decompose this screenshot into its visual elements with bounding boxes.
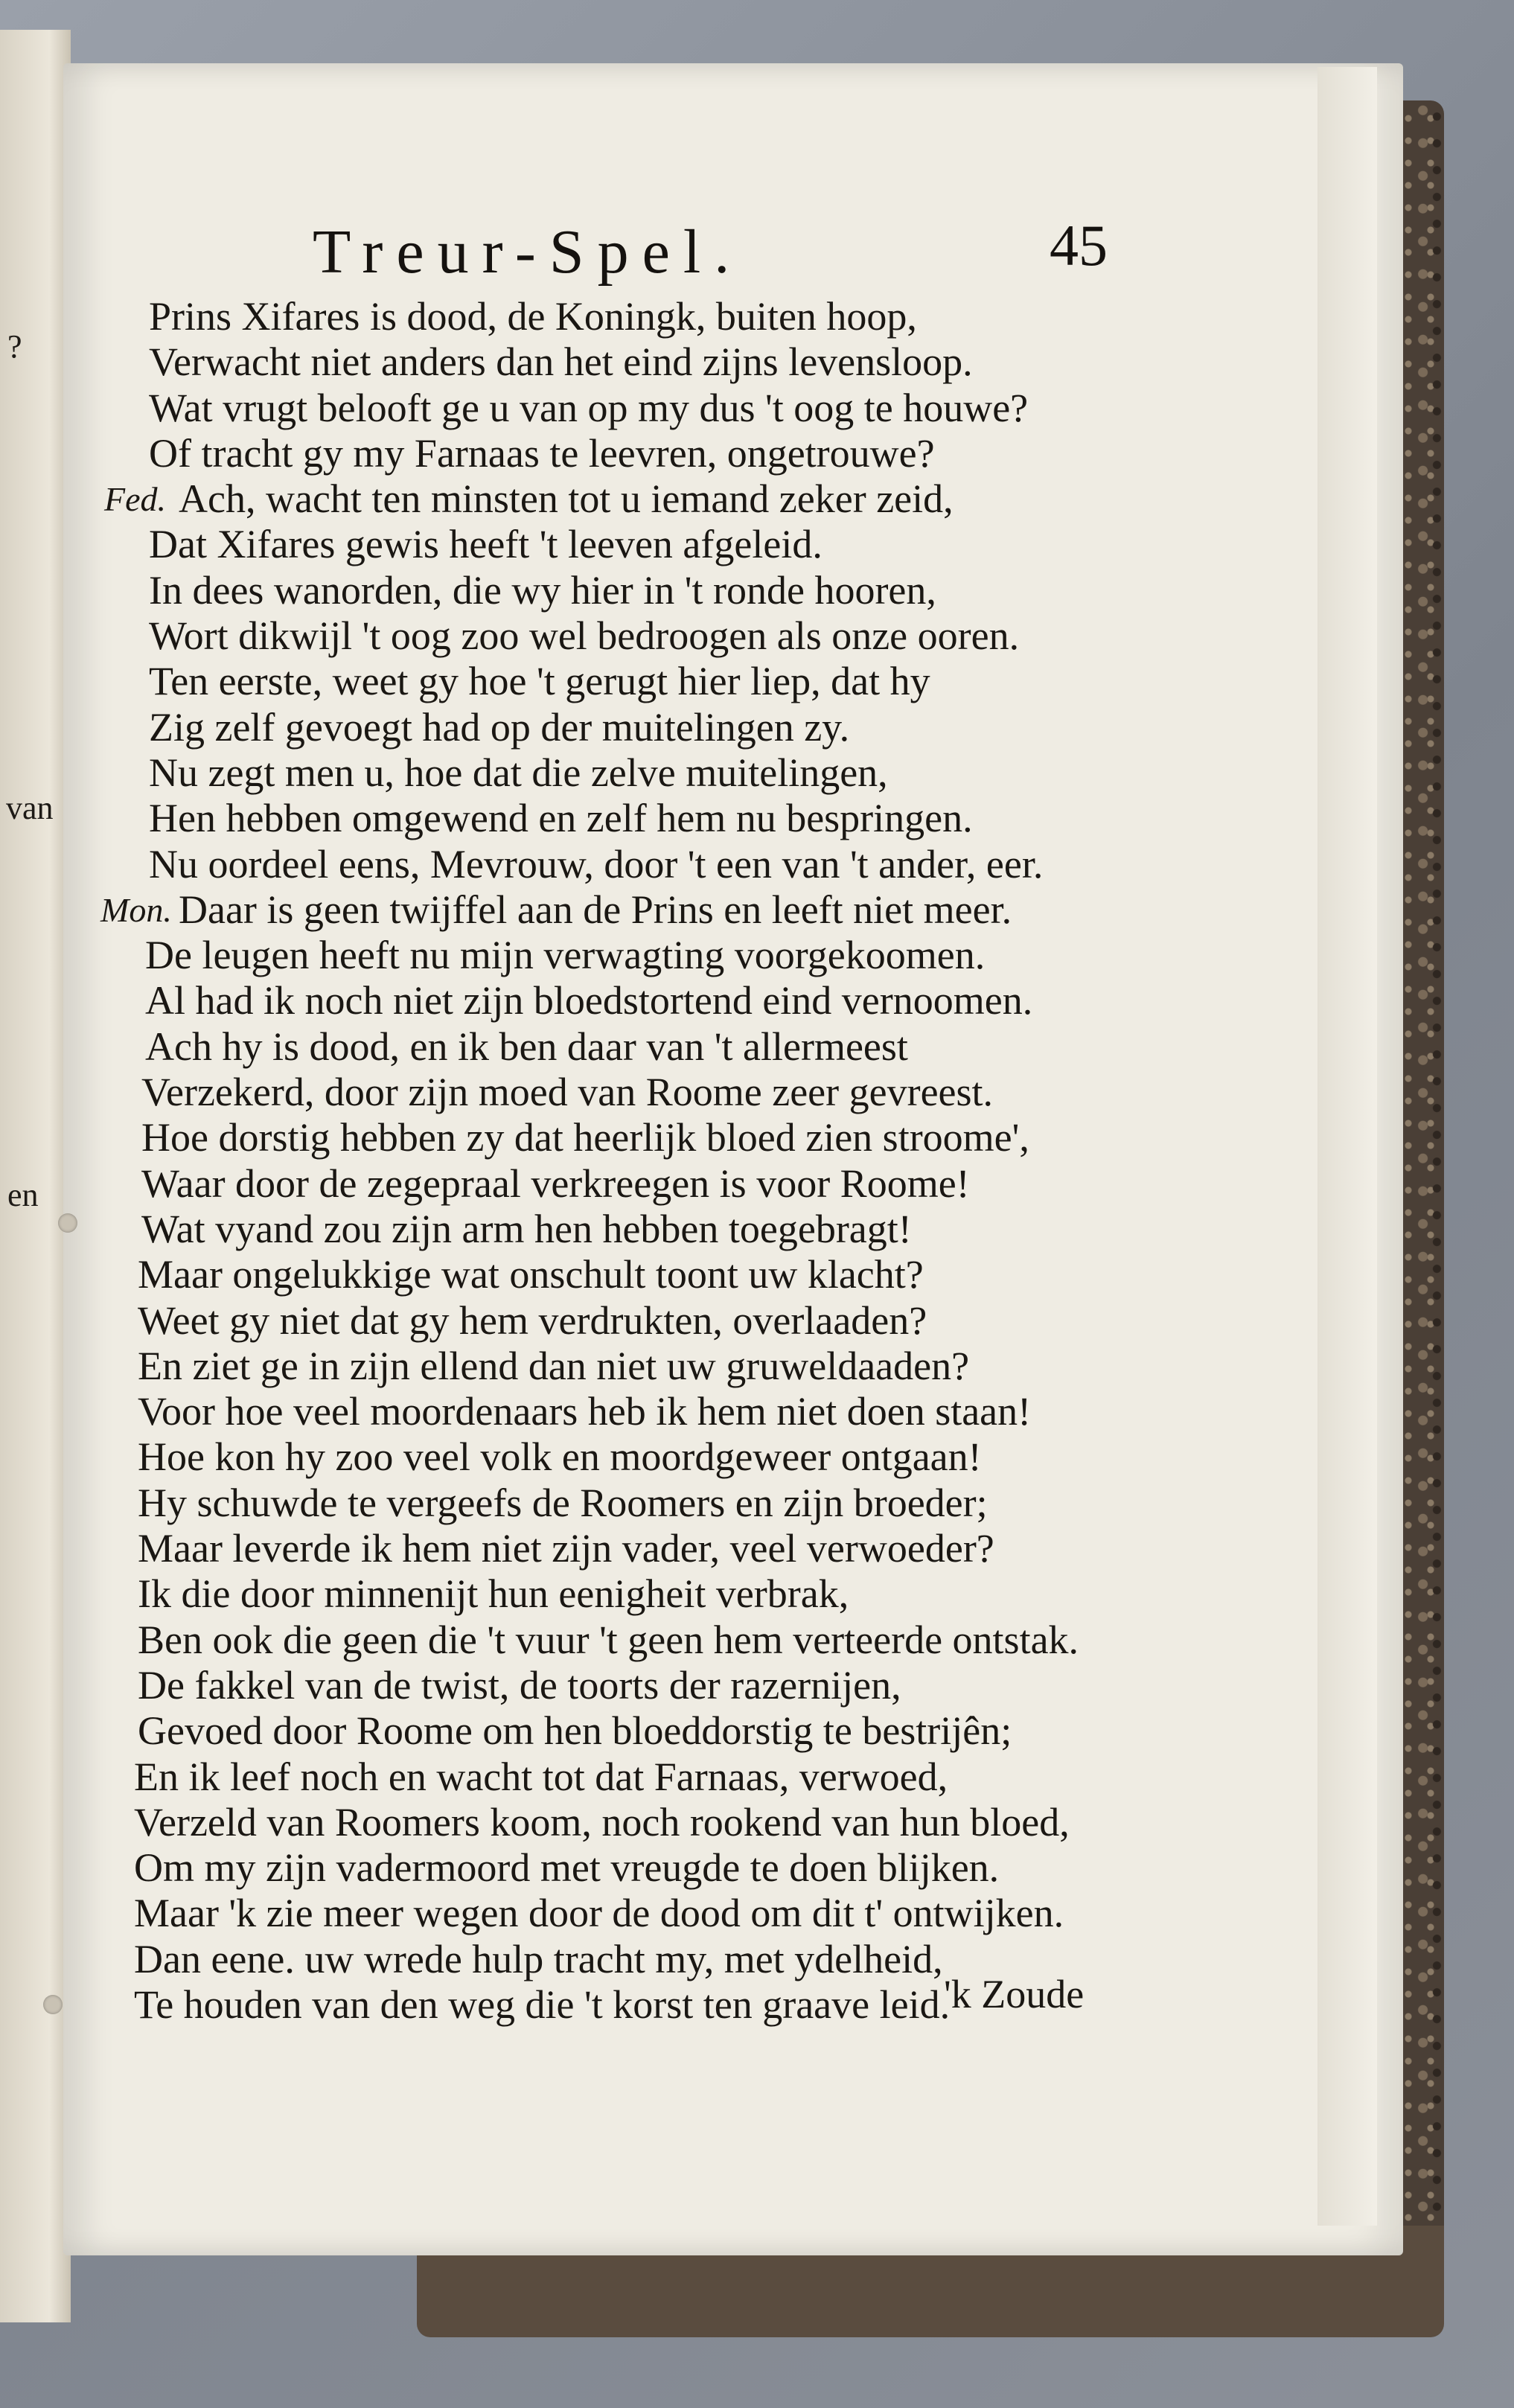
verse-line-text: Zig zelf gevoegt had op der muitelingen zy. xyxy=(149,704,850,750)
left-page-fragment: en xyxy=(7,1177,39,1213)
verse-line xyxy=(104,1252,1161,1297)
binding-hole xyxy=(43,1995,63,2014)
verse-line xyxy=(104,705,1161,750)
verse-line xyxy=(104,659,1161,704)
verse-line-text: En ik leef noch en wacht tot dat Farnaas, verwoed, xyxy=(134,1754,948,1799)
verse-line xyxy=(104,522,1161,567)
verse-line-text: Wat vrugt belooft ge u van op my dus 't oog te houwe? xyxy=(149,385,1029,430)
verse-line xyxy=(104,568,1161,613)
verse-line xyxy=(104,476,1161,522)
verse-line xyxy=(104,1115,1161,1160)
speaker-label: Fed. xyxy=(104,480,167,519)
binding-hole xyxy=(58,1213,77,1233)
verse-line xyxy=(104,1663,1161,1708)
verse-line-text: Al had ik noch niet zijn bloedstortend eind vernoomen. xyxy=(145,978,1033,1023)
verse-line-text: Maar ongelukkige wat onschult toont uw klacht? xyxy=(138,1252,924,1297)
verse-line-text: Maar 'k zie meer wegen door de dood om dit t' ontwijken. xyxy=(134,1891,1064,1936)
verse-line-text: Prins Xifares is dood, de Koningk, buiten hoop, xyxy=(149,294,917,339)
page-number: 45 xyxy=(1050,213,1108,278)
verse-line xyxy=(104,1617,1161,1663)
verse-line-text: Nu zegt men u, hoe dat die zelve muitelingen, xyxy=(149,750,888,795)
verse-line xyxy=(104,750,1161,796)
verse-line xyxy=(104,294,1161,339)
verse-line-text: En ziet ge in zijn ellend dan niet uw gruweldaaden? xyxy=(138,1343,970,1388)
left-page-edge xyxy=(0,30,71,2322)
verse-line-text: Daar is geen twijffel aan de Prins en leeft niet meer. xyxy=(179,887,1012,932)
verse-line xyxy=(104,933,1161,978)
verse-line-text: Ach hy is dood, en ik ben daar van 't allermeest xyxy=(145,1023,908,1069)
verse-line-text: Verwacht niet anders dan het eind zijns levensloop. xyxy=(149,339,973,385)
verse-line xyxy=(104,386,1161,431)
running-title: Treur-Spel. xyxy=(313,217,744,287)
verse-line xyxy=(104,339,1161,385)
verse-line xyxy=(104,1891,1161,1936)
verse-line xyxy=(104,1434,1161,1480)
verse-line-text: Verzeld van Roomers koom, noch rookend van hun bloed, xyxy=(134,1799,1070,1845)
speaker-label: Mon. xyxy=(100,890,172,929)
verse-line-text: Te houden van den weg die 't korst ten graave leid. xyxy=(134,1981,951,2027)
verse-line-text: Wort dikwijl 't oog zoo wel bedroogen als onze ooren. xyxy=(149,613,1020,659)
verse-line-text: Om my zijn vadermoord met vreugde te doen blijken. xyxy=(134,1845,1000,1891)
verse-line xyxy=(104,796,1161,841)
verse-line-text: De leugen heeft nu mijn verwagting voorgekoomen. xyxy=(145,933,986,978)
verse-line-text: Voor hoe veel moordenaars heb ik hem niet doen staan! xyxy=(138,1389,1032,1434)
verse-line-text: Maar leverde ik hem niet zijn vader, veel verwoeder? xyxy=(138,1526,994,1571)
verse-line xyxy=(104,978,1161,1023)
verse-line xyxy=(100,887,1161,933)
verse-line-text: Waar door de zegepraal verkreegen is voor Roome! xyxy=(141,1160,970,1206)
verse-line-text: De fakkel van de twist, de toorts der razernijen, xyxy=(138,1662,901,1708)
verse-line xyxy=(104,1845,1161,1891)
verse-line-text: Verzekerd, door zijn moed van Roome zeer gevreest. xyxy=(141,1070,994,1115)
verse-line-text: Wat vyand zou zijn arm hen hebben toegebragt! xyxy=(141,1206,912,1251)
verse-line-text: Nu oordeel eens, Mevrouw, door 't een van 't ander, eer. xyxy=(149,841,1044,887)
verse-line xyxy=(104,1161,1161,1207)
verse-line xyxy=(104,1024,1161,1070)
page-fold xyxy=(1317,67,1377,2226)
verse-line-text: Hoe kon hy zoo veel volk en moordgeweer ontgaan! xyxy=(138,1434,982,1480)
verse-line xyxy=(104,1481,1161,1526)
verse-line xyxy=(104,613,1161,659)
verse-line xyxy=(104,1070,1161,1115)
verse-text xyxy=(100,294,1161,2028)
left-page-fragment: ? xyxy=(7,328,22,365)
left-page-fragment: van xyxy=(6,790,54,826)
verse-line-text: Ach, wacht ten minsten tot u iemand zeker zeid, xyxy=(179,476,954,522)
verse-line-text: Weet gy niet dat gy hem verdrukten, overlaaden? xyxy=(138,1297,927,1343)
verse-line-text: Ten eerste, weet gy hoe 't gerugt hier liep, dat hy xyxy=(149,659,930,704)
verse-line-text: Hoe dorstig hebben zy dat heerlijk bloed zien stroome', xyxy=(141,1115,1029,1160)
verse-line xyxy=(104,1526,1161,1571)
verse-line-text: Of tracht gy my Farnaas te leevren, ongetrouwe? xyxy=(149,430,935,476)
verse-line-text: Dat Xifares gewis heeft 't leeven afgeleid. xyxy=(149,522,823,567)
verse-line-text: Hen hebben omgewend en zelf hem nu bespringen. xyxy=(149,796,973,841)
verse-line xyxy=(104,1708,1161,1754)
catchword: 'k Zoude xyxy=(944,1972,1085,2016)
verse-line xyxy=(104,1207,1161,1252)
verse-line xyxy=(104,1389,1161,1434)
verse-line-text: Ik die door minnenijt hun eenigheit verbrak, xyxy=(138,1571,849,1617)
verse-line-text: Ben ook die geen die 't vuur 't geen hem verteerde ontstak. xyxy=(138,1617,1079,1662)
verse-line xyxy=(104,431,1161,476)
verse-line-text: Hy schuwde te vergeefs de Roomers en zijn broeder; xyxy=(138,1480,988,1525)
verse-line xyxy=(104,1298,1161,1344)
verse-line xyxy=(104,842,1161,887)
verse-line xyxy=(104,1571,1161,1617)
verse-line-text: Dan eene. uw wrede hulp tracht my, met ydelheid, xyxy=(134,1936,943,1981)
verse-line-text: Gevoed door Roome om hen bloeddorstig te bestrijên; xyxy=(138,1708,1012,1754)
verse-line xyxy=(104,1344,1161,1389)
verse-line xyxy=(104,1754,1161,1800)
verse-line xyxy=(104,1800,1161,1845)
verse-line-text: In dees wanorden, die wy hier in 't ronde hooren, xyxy=(149,567,936,613)
